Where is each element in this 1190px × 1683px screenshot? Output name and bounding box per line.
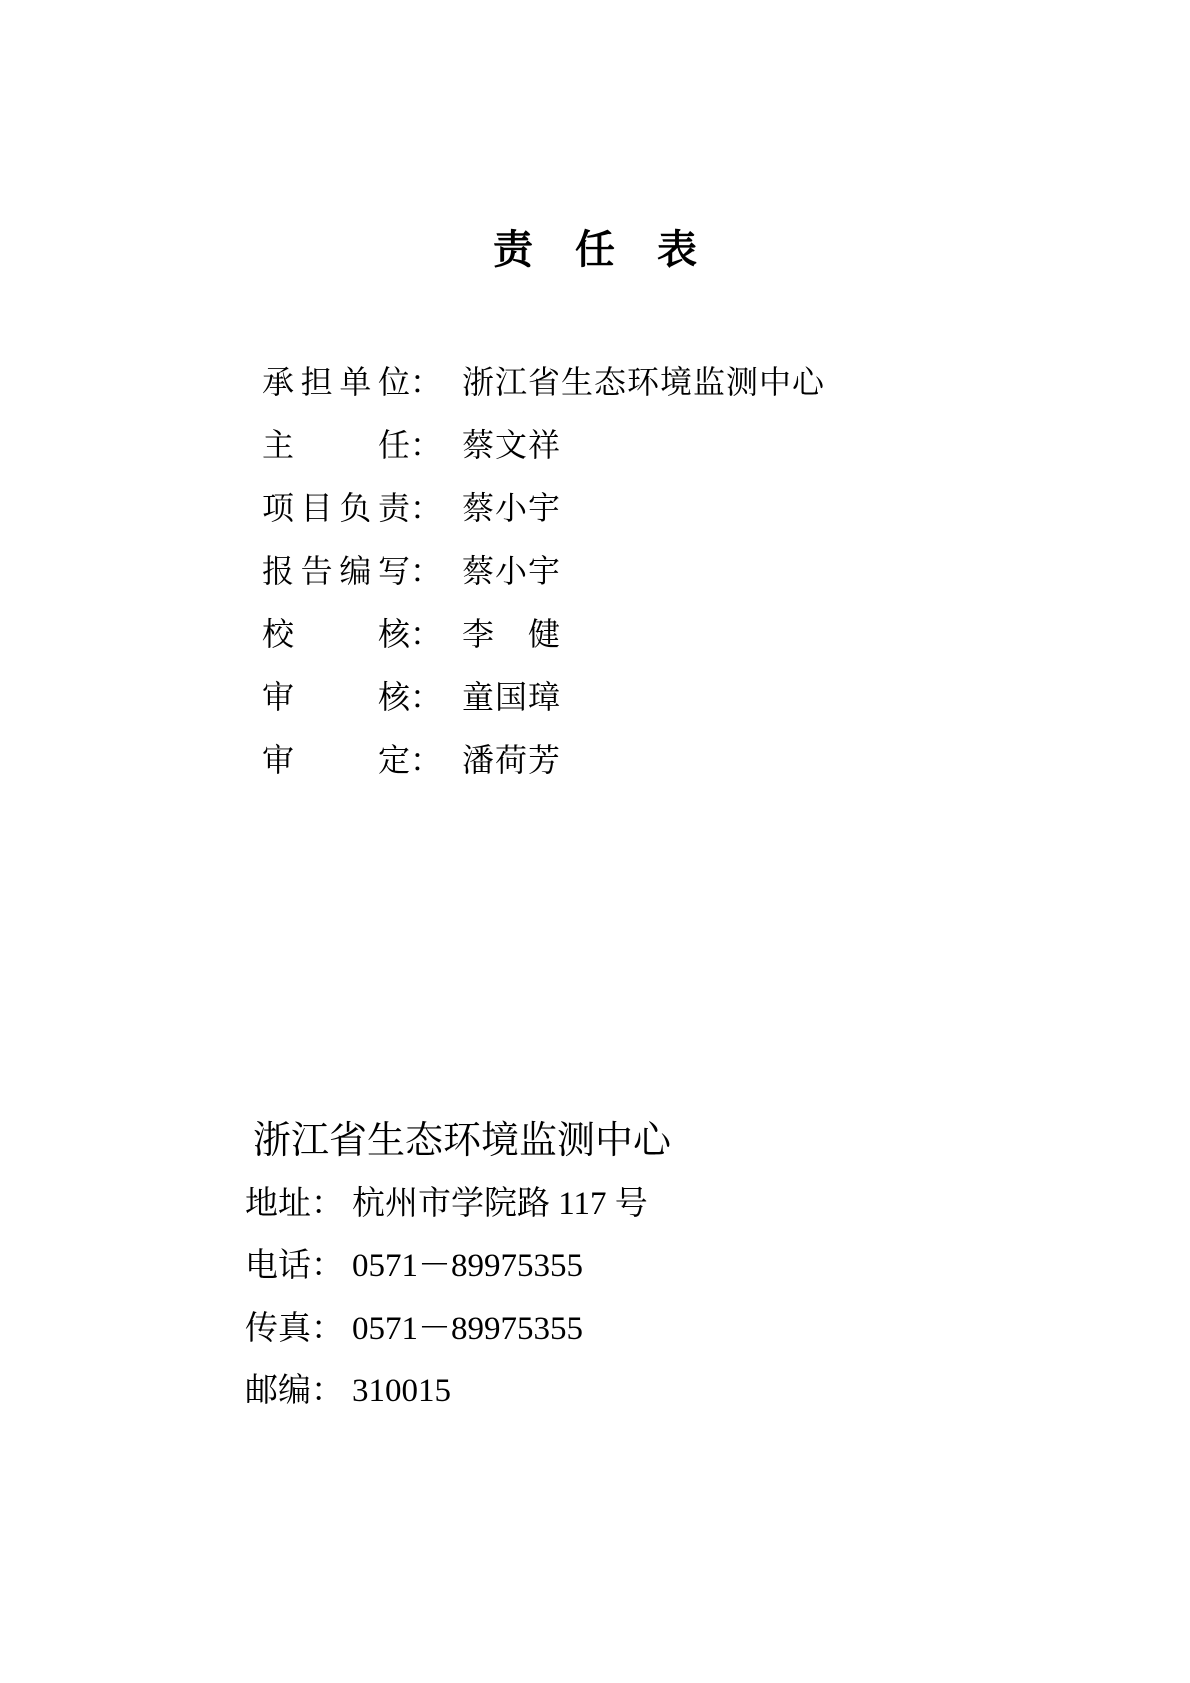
row-label: 审 核 xyxy=(262,678,410,715)
contact-colon: ： xyxy=(311,1185,344,1222)
contact-block xyxy=(245,1110,671,1423)
contact-line-fax xyxy=(245,1298,671,1361)
row-colon: ： xyxy=(410,489,443,526)
contact-colon: ： xyxy=(311,1310,344,1347)
row-colon: ： xyxy=(410,426,443,463)
row-label: 项 目 负 责 xyxy=(262,489,410,526)
row-colon: ： xyxy=(410,363,443,400)
row-value: 蔡小宇 xyxy=(462,489,562,526)
contact-value: 310015 xyxy=(352,1373,451,1409)
responsibility-row xyxy=(262,348,825,411)
row-colon: ： xyxy=(410,615,443,652)
responsibility-row xyxy=(262,474,825,537)
row-value: 浙江省生态环境监测中心 xyxy=(462,363,826,400)
responsibility-row xyxy=(262,726,825,789)
row-label: 报 告 编 写 xyxy=(262,552,410,589)
organization-name: 浙江省生态环境监测中心 xyxy=(253,1120,672,1162)
row-label: 审 定 xyxy=(262,741,410,778)
row-value: 童国璋 xyxy=(462,678,562,715)
row-label: 校 核 xyxy=(262,615,410,652)
row-value: 李 健 xyxy=(462,615,562,652)
row-colon: ： xyxy=(410,678,443,715)
row-colon: ： xyxy=(410,552,443,589)
contact-value: 0571－89975355 xyxy=(352,1310,583,1347)
contact-line-phone xyxy=(245,1235,671,1298)
contact-label: 电话 xyxy=(245,1248,311,1284)
responsibility-list xyxy=(262,348,825,789)
contact-value: 杭州市学院路 117 号 xyxy=(352,1185,648,1222)
row-label: 承 担 单 位 xyxy=(262,363,410,400)
row-label: 主 任 xyxy=(262,426,410,463)
contact-label: 邮编 xyxy=(245,1373,311,1409)
responsibility-row xyxy=(262,600,825,663)
responsibility-row xyxy=(262,663,825,726)
contact-line-zipcode xyxy=(245,1360,671,1423)
contact-colon: ： xyxy=(311,1373,344,1409)
contact-label: 传真 xyxy=(245,1310,311,1347)
row-value: 蔡文祥 xyxy=(462,426,562,463)
contact-line-address xyxy=(245,1173,671,1236)
row-colon: ： xyxy=(410,741,443,778)
responsibility-row xyxy=(262,537,825,600)
page-title: 责任表 xyxy=(493,227,739,272)
contact-label: 地址 xyxy=(245,1185,311,1222)
row-value: 潘荷芳 xyxy=(462,741,562,778)
contact-value: 0571－89975355 xyxy=(352,1248,583,1284)
contact-colon: ： xyxy=(311,1248,344,1284)
row-value: 蔡小宇 xyxy=(462,552,562,589)
responsibility-row xyxy=(262,411,825,474)
